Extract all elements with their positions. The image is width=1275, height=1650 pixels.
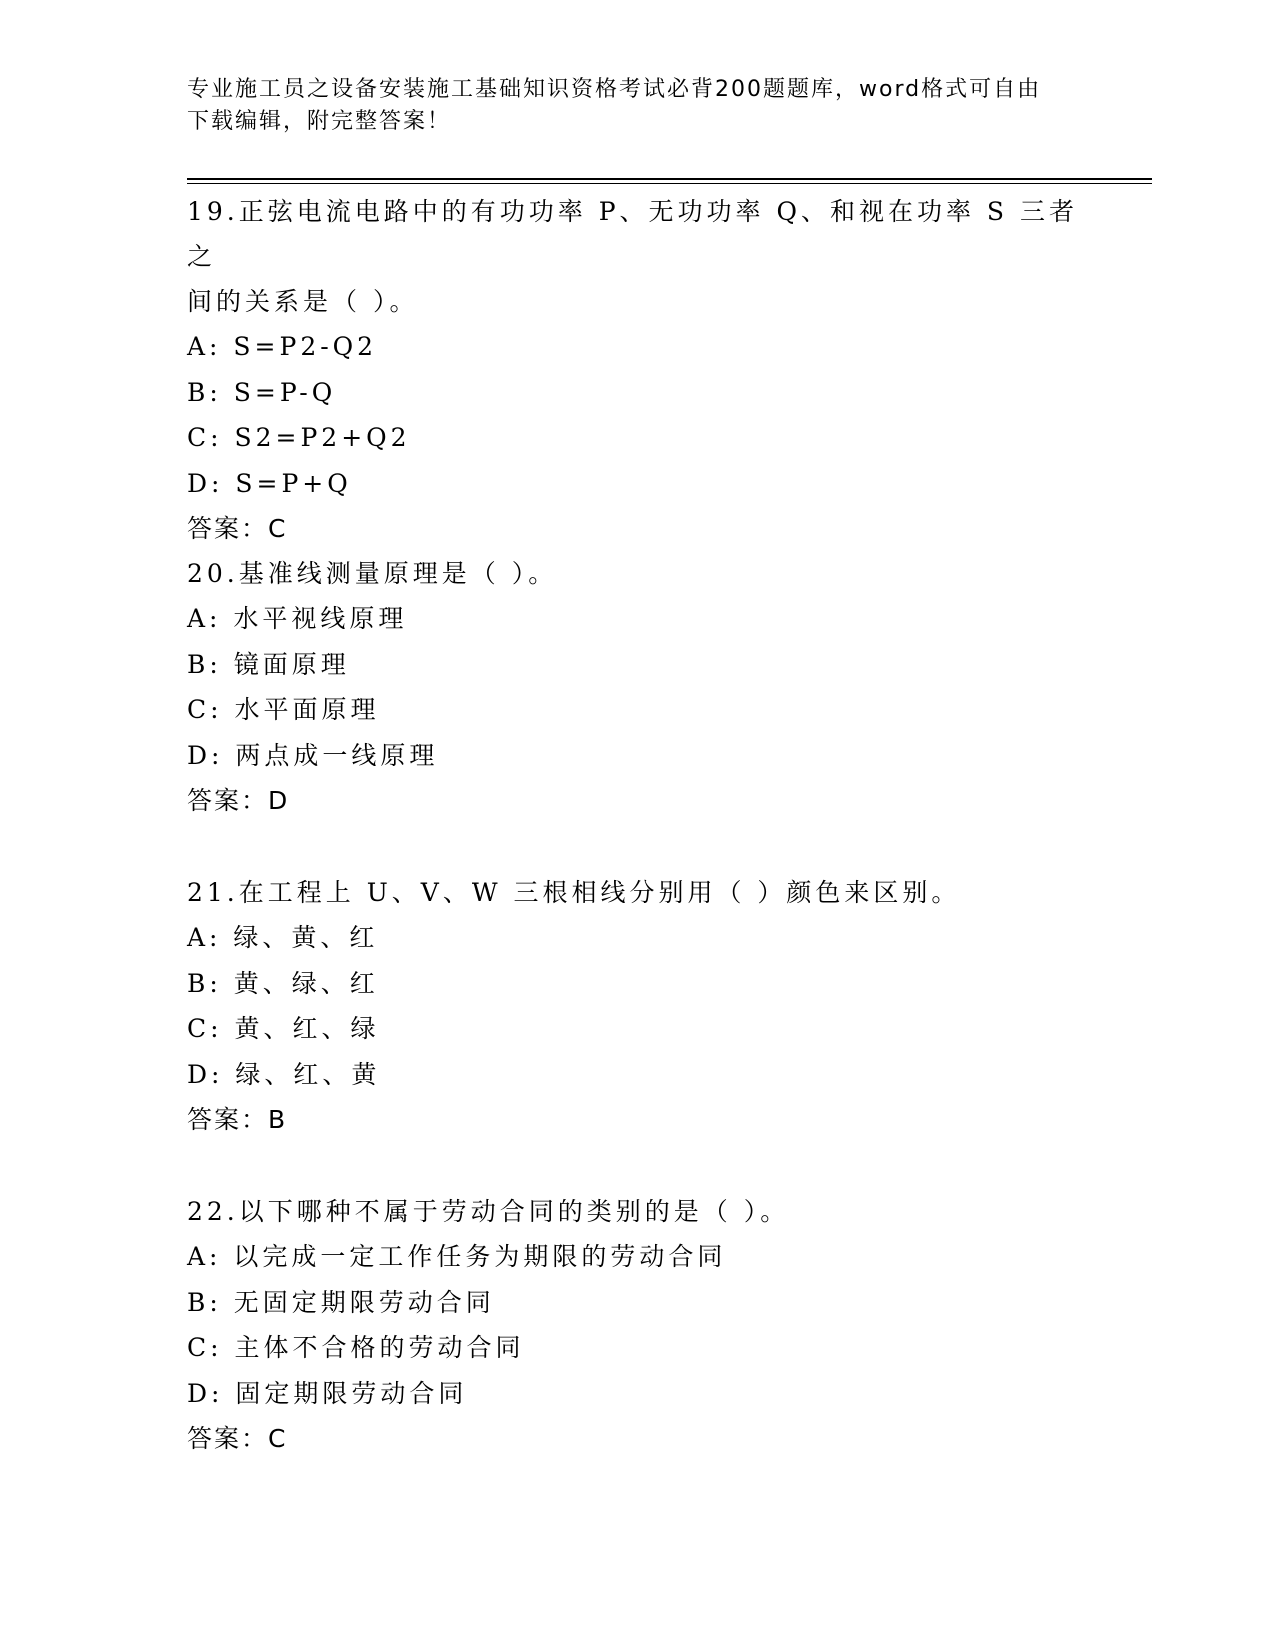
option-b: B: 镜面原理	[187, 649, 350, 679]
answer-label: 答案：B	[187, 1105, 288, 1134]
question-22	[187, 1189, 1087, 1461]
option-c: C: 黄、红、绿	[187, 1014, 380, 1043]
question-20	[187, 551, 1087, 823]
question-stem: 22.以下哪种不属于劳动合同的类别的是（ ）。	[187, 1197, 790, 1226]
option-a: A: 水平视线原理	[187, 604, 408, 633]
question-stem: 19.正弦电流电路中的有功功率 P、无功功率 Q、和视在功率 S 三者之	[187, 197, 1078, 271]
option-a: A: 绿、黄、红	[187, 923, 379, 952]
header-divider-thin	[187, 183, 1152, 184]
option-d: D: 两点成一线原理	[187, 740, 439, 770]
option-d: D: 绿、红、黄	[187, 1059, 381, 1089]
question-21	[187, 870, 1087, 1142]
answer-label: 答案：D	[187, 786, 290, 815]
header-line-2: 下载编辑，附完整答案！	[187, 109, 452, 134]
header-line-1: 专业施工员之设备安装施工基础知识资格考试必背200题题库，word格式可自由	[187, 77, 1042, 102]
option-c: C: 水平面原理	[187, 695, 380, 724]
option-b: B: 黄、绿、红	[187, 968, 379, 998]
option-c: C: S2=P2+Q2	[187, 423, 411, 452]
answer-label: 答案：C	[187, 514, 288, 543]
question-19	[187, 189, 1087, 551]
option-b: B: S=P-Q	[187, 377, 337, 407]
option-c: C: 主体不合格的劳动合同	[187, 1333, 525, 1362]
question-stem: 20.基准线测量原理是（ ）。	[187, 559, 558, 588]
answer-label: 答案：C	[187, 1424, 288, 1453]
document-header	[187, 74, 1087, 138]
option-d: D: 固定期限劳动合同	[187, 1378, 468, 1408]
question-stem-continued: 间的关系是（ ）。	[187, 287, 419, 316]
option-a: A: S=P2-Q2	[187, 332, 378, 361]
option-d: D: S=P+Q	[187, 468, 352, 498]
option-a: A: 以完成一定工作任务为期限的劳动合同	[187, 1242, 727, 1271]
header-divider-thick	[187, 178, 1152, 180]
question-stem: 21.在工程上 U、V、W 三根相线分别用（ ）颜色来区别。	[187, 878, 961, 907]
option-b: B: 无固定期限劳动合同	[187, 1287, 495, 1317]
